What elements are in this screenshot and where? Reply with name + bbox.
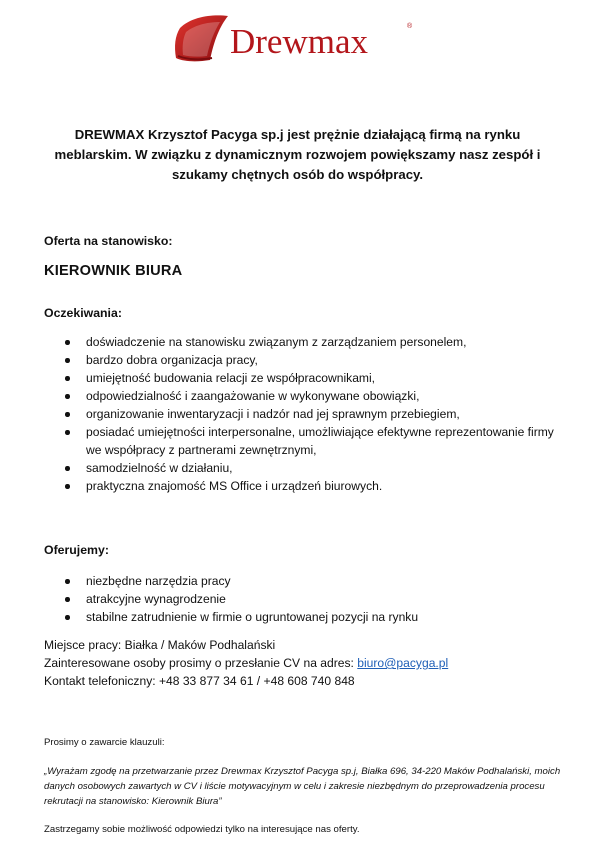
svg-text:®: ® <box>407 23 413 30</box>
offer-item: niezbędne narzędzia pracy <box>44 572 566 590</box>
expectations-list <box>44 333 566 495</box>
intro-paragraph: DREWMAX Krzysztof Pacyga sp.j jest prężnie działającą firmą na rynku meblarskim. W związku z dynamicznym rozwojem powiększamy nasz zespół i szukamy chętnych osób do współpracy. <box>54 127 541 182</box>
expectation-item: praktyczna znajomość MS Office i urządzeń biurowych. <box>44 477 566 495</box>
offers-label: Oferujemy: <box>44 543 109 557</box>
email-link[interactable]: biuro@pacyga.pl <box>357 656 449 670</box>
expectation-item: posiadać umiejętności interpersonalne, umożliwiające efektywne reprezentowanie firmy we współpracy z partnerami zewnętrznymi, <box>44 423 566 459</box>
work-location: Miejsce pracy: Białka / Maków Podhalański <box>44 638 276 652</box>
position-title: KIEROWNIK BIURA <box>44 263 183 279</box>
phone-line: Kontakt telefoniczny: +48 33 877 34 61 / +48 608 740 848 <box>44 674 355 688</box>
expectation-item: samodzielność w działaniu, <box>44 459 566 477</box>
offers-list <box>44 572 566 626</box>
expectation-item: doświadczenie na stanowisku związanym z zarządzaniem personelem, <box>44 333 566 351</box>
svg-text:Drewmax: Drewmax <box>230 22 369 61</box>
consent-clause: „Wyrażam zgodę na przetwarzanie przez Drewmax Krzysztof Pacyga sp.j, Białka 696, 34-220 Maków Podhalański, moich danych osobowych zawartych w CV i liście motywacyjnym w celu i zakresie niezbędnym do przeprowadzenia procesu rekrutacji na stanowisko: Kierownik Biura” <box>44 766 561 807</box>
expectation-item: umiejętność budowania relacji ze współpracownikami, <box>44 369 566 387</box>
footer-note: Zastrzegamy sobie możliwość odpowiedzi tylko na interesujące nas oferty. <box>44 824 360 835</box>
drewmax-logo <box>170 12 420 68</box>
contact-block <box>44 636 448 690</box>
cv-line <box>44 654 448 672</box>
clause-label: Prosimy o zawarcie klauzuli: <box>44 737 165 748</box>
offer-item: atrakcyjne wynagrodzenie <box>44 590 566 608</box>
expectation-item: bardzo dobra organizacja pracy, <box>44 351 566 369</box>
offer-item: stabilne zatrudnienie w firmie o ugruntowanej pozycji na rynku <box>44 608 566 626</box>
expectations-label: Oczekiwania: <box>44 306 122 320</box>
offer-label: Oferta na stanowisko: <box>44 234 173 248</box>
expectation-item: organizowanie inwentaryzacji i nadzór nad jej sprawnym przebiegiem, <box>44 405 566 423</box>
cv-prefix: Zainteresowane osoby prosimy o przesłanie CV na adres: <box>44 656 358 670</box>
expectation-item: odpowiedzialność i zaangażowanie w wykonywane obowiązki, <box>44 387 566 405</box>
